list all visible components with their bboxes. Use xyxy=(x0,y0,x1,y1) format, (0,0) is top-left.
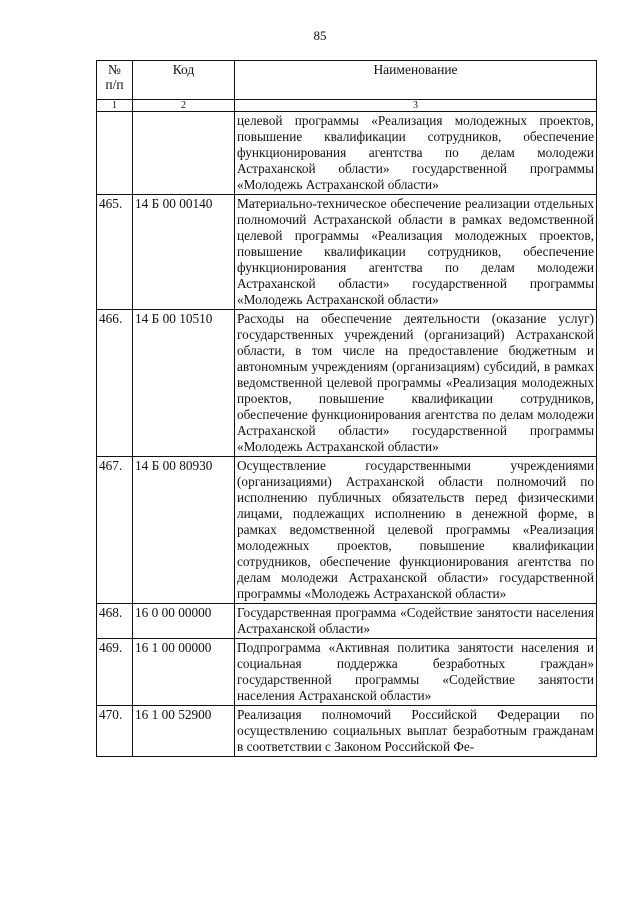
row-code: 16 1 00 00000 xyxy=(133,639,235,706)
table-row xyxy=(97,112,597,195)
row-name: Расходы на обеспечение деятельности (оказание услуг) государственных учреждений (организаций) Астраханской области, в том числе на предоставление бюджетным и автономным учреждениям (организациям) субсидий, в рамках ведомственной целевой программы «Реализация молодежных проектов, повышение квалификации сотрудников, обеспечение функционирования агентства по делам молодежи Астраханской области» государственной программы «Молодежь Астраханской области» xyxy=(235,310,597,457)
row-number: 468. xyxy=(97,604,133,639)
row-code: 16 0 00 00000 xyxy=(133,604,235,639)
row-number: 466. xyxy=(97,310,133,457)
row-name: целевой программы «Реализация молодежных проектов, повышение квалификации сотрудников, обеспечение функционирования агентства по делам молодежи Астраханской области» государственной программы «Молодежь Астраханской области» xyxy=(235,112,597,195)
table-header-row xyxy=(97,61,597,100)
row-name: Государственная программа «Содействие занятости населения Астраханской области» xyxy=(235,604,597,639)
row-name: Реализация полномочий Российской Федерации по осуществлению социальных выплат безработным гражданам в соответствии с Законом Российской Фе- xyxy=(235,706,597,757)
column-index-1: 1 xyxy=(97,100,133,112)
row-number: 470. xyxy=(97,706,133,757)
row-code: 16 1 00 52900 xyxy=(133,706,235,757)
table-row xyxy=(97,604,597,639)
header-code: Код xyxy=(133,61,235,100)
table-row xyxy=(97,457,597,604)
row-name: Материально-техническое обеспечение реализации отдельных полномочий Астраханской области в рамках ведомственной целевой программы «Реализация молодежных проектов, повышение квалификации сотрудников, обеспечение функционирования агентства по делам молодежи Астраханской области» государственной программы «Молодежь Астраханской области» xyxy=(235,195,597,310)
column-index-2: 2 xyxy=(133,100,235,112)
row-number: 469. xyxy=(97,639,133,706)
row-code: 14 Б 00 10510 xyxy=(133,310,235,457)
row-number: 465. xyxy=(97,195,133,310)
header-number xyxy=(97,61,133,100)
column-index-row xyxy=(97,100,597,112)
table-row xyxy=(97,639,597,706)
row-name: Подпрограмма «Активная политика занятости населения и социальная поддержка безработных граждан» государственной программы «Содействие занятости населения Астраханской области» xyxy=(235,639,597,706)
row-number: 467. xyxy=(97,457,133,604)
table-row xyxy=(97,310,597,457)
budget-classification-table xyxy=(96,60,597,757)
table-row xyxy=(97,706,597,757)
row-name: Осуществление государственными учреждениями (организациями) Астраханской области полномочий по исполнению публичных обязательств перед физическими лицами, подлежащих исполнению в денежной форме, в рамках ведомственной целевой программы «Реализация молодежных проектов, повышение квалификации сотрудников, обеспечение функционирования агентства по делам молодежи Астраханской области» государственной программы «Молодежь Астраханской области» xyxy=(235,457,597,604)
row-code xyxy=(133,112,235,195)
page-number: 85 xyxy=(313,28,327,43)
header-name: Наименование xyxy=(235,61,597,100)
column-index-3: 3 xyxy=(235,100,597,112)
row-code: 14 Б 00 80930 xyxy=(133,457,235,604)
row-number xyxy=(97,112,133,195)
row-code: 14 Б 00 00140 xyxy=(133,195,235,310)
header-number-symbol: № xyxy=(108,62,121,77)
header-number-abbrev: п/п xyxy=(105,77,124,92)
table-row xyxy=(97,195,597,310)
